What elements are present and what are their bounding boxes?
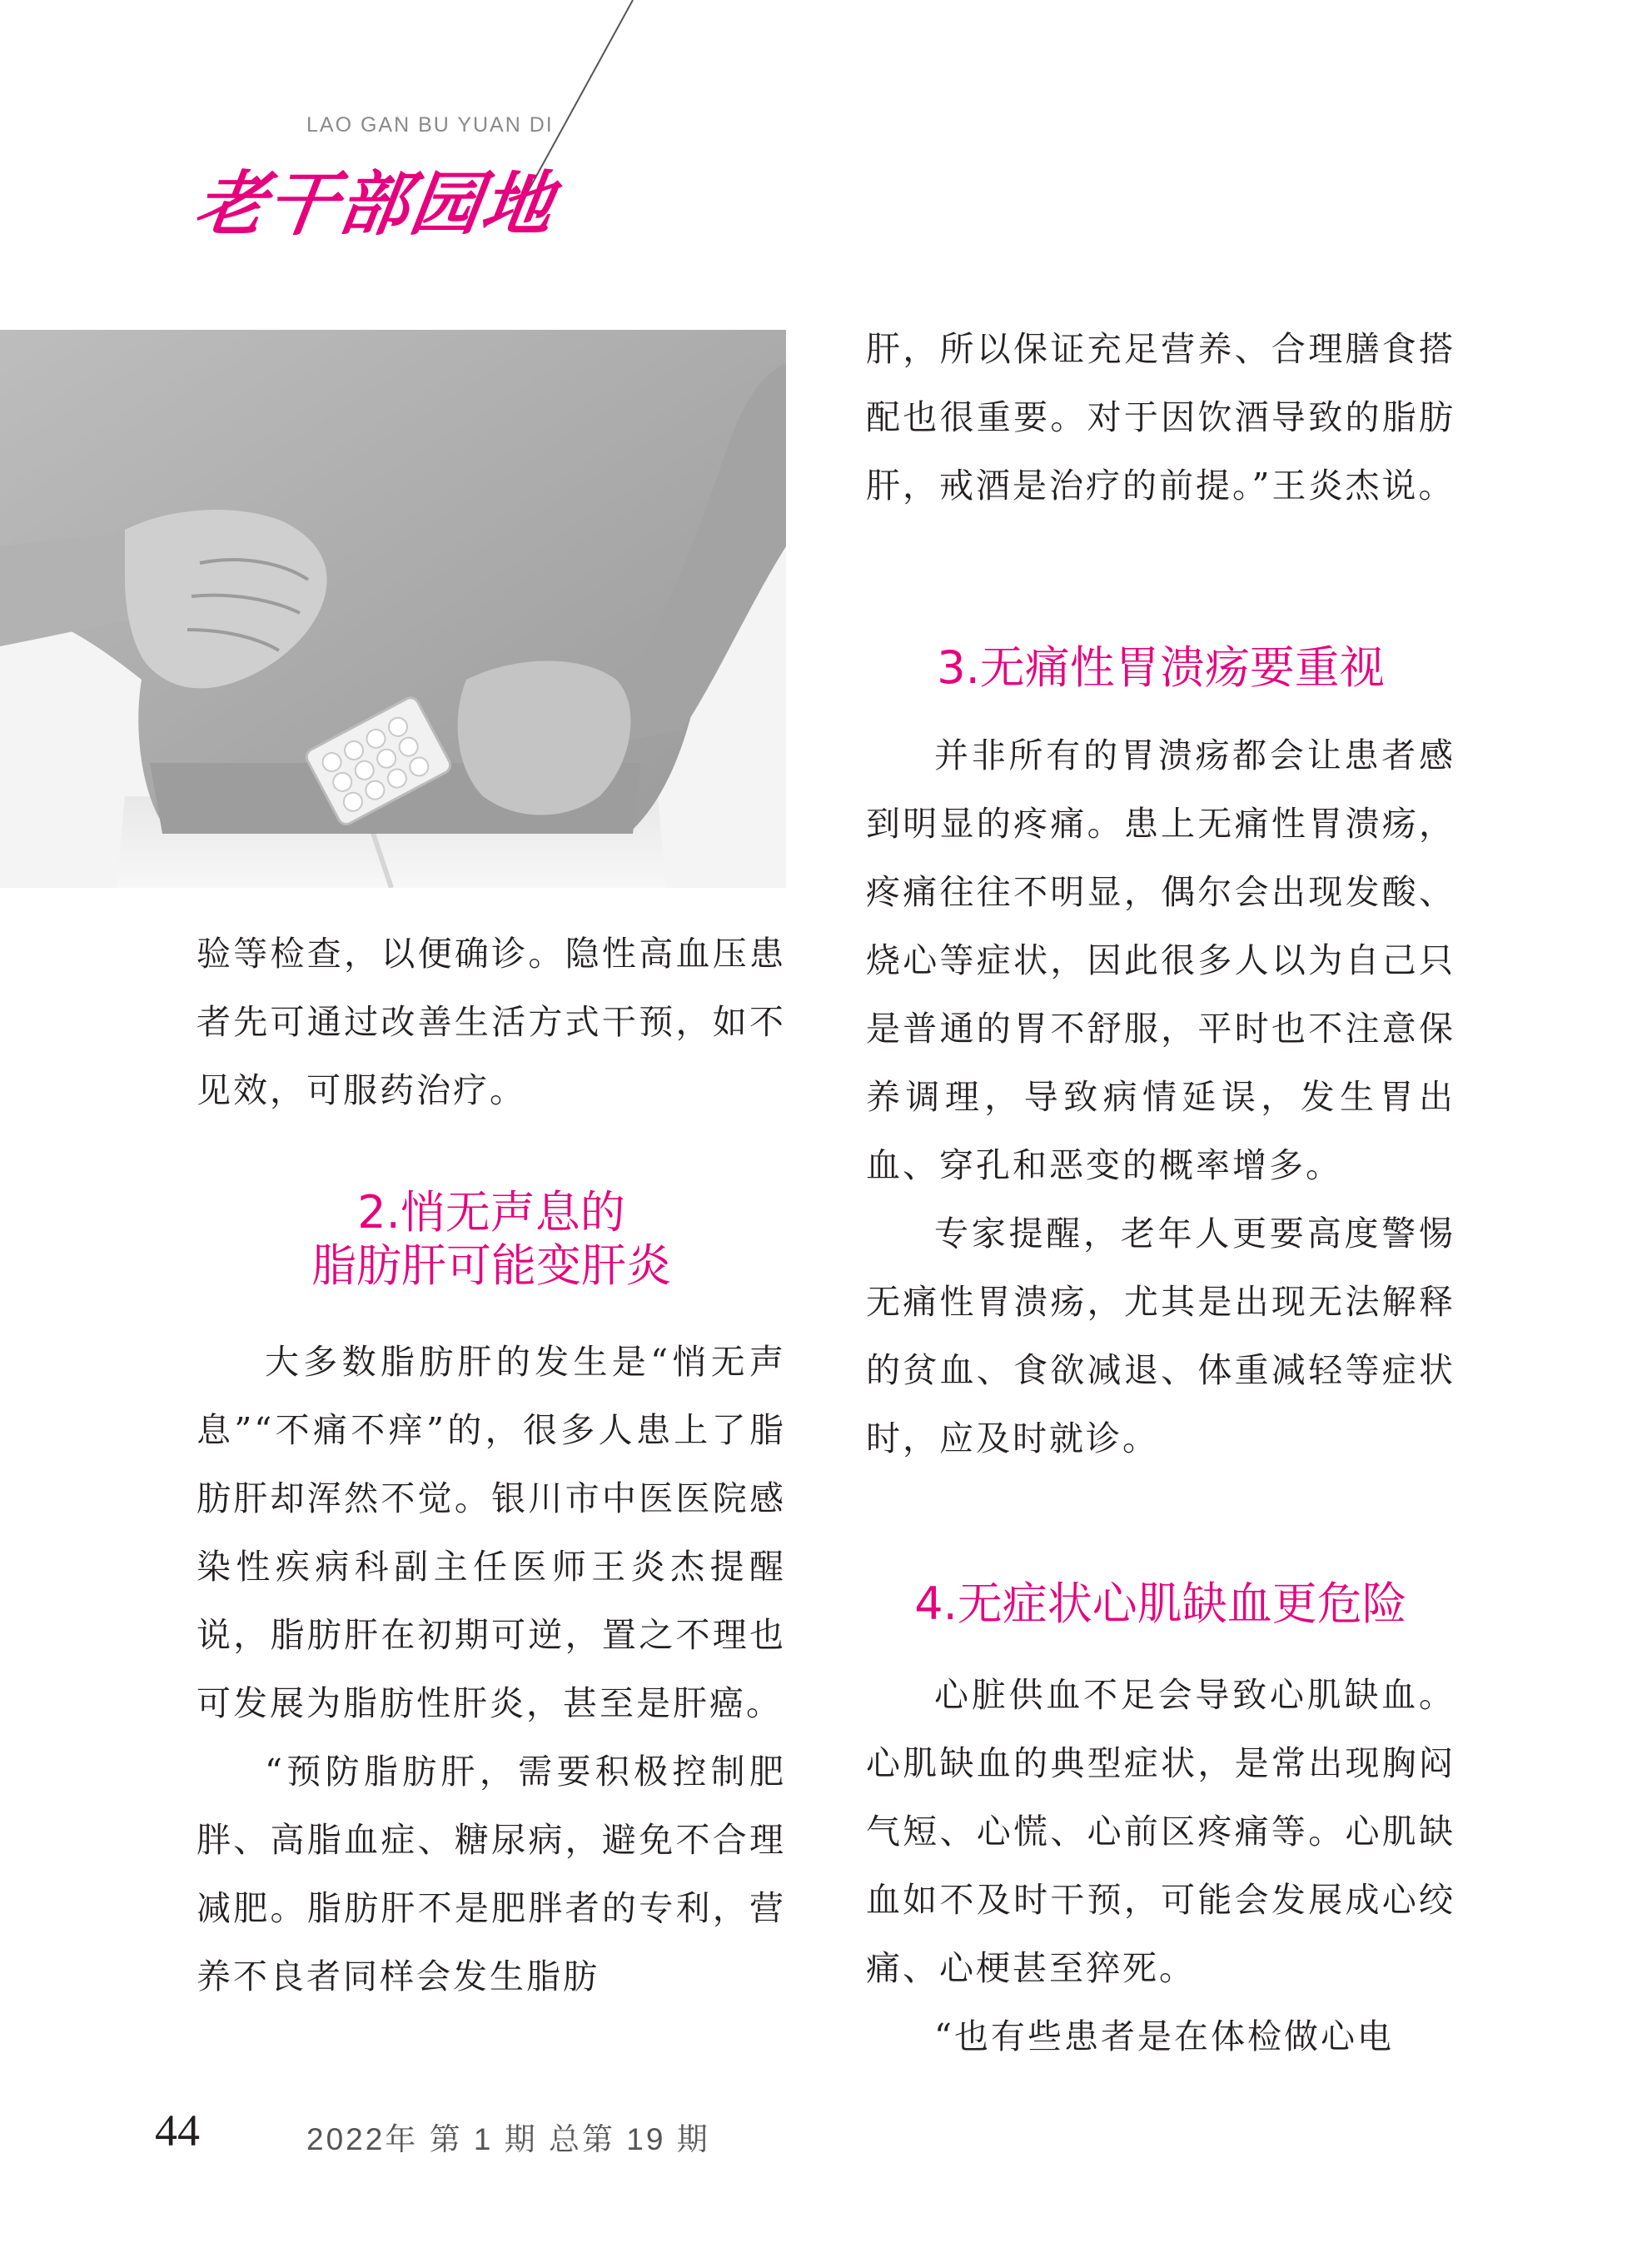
issue-info: 2022年 第 1 期 总第 19 期 <box>306 2122 710 2156</box>
article-photo <box>0 330 786 888</box>
section-heading-2 <box>197 1186 786 1293</box>
right-column-middle <box>866 721 1455 1473</box>
left-paragraph-3: “预防脂肪肝，需要积极控制肥胖、高脂血症、糖尿病，避免不合理减肥。脂肪肝不是肥胖者的专利，营养不良者同样会发生脂肪 <box>197 1752 786 1996</box>
right-paragraph-4: 心脏供血不足会导致心肌缺血。心肌缺血的典型症状，是常出现胸闷气短、心慌、心前区疼痛等。心肌缺血如不及时干预，可能会发展成心绞痛、心梗甚至猝死。 <box>866 1675 1455 1988</box>
section-heading-2-line1: 2.悄无声息的 <box>357 1186 625 1239</box>
magazine-section-latin: LAO GAN BU YUAN DI <box>306 113 554 137</box>
right-paragraph-3: 专家提醒，老年人更要高度警惕无痛性胃溃疡，尤其是出现无法解释的贫血、食欲减退、体重减轻等症状时，应及时就诊。 <box>866 1214 1455 1458</box>
left-paragraph-2: 大多数脂肪肝的发生是“悄无声息”“不痛不痒”的，很多人患上了脂肪肝却浑然不觉。银川市中医医院感染性疾病科副主任医师王炎杰提醒说，脂肪肝在初期可逆，置之不理也可发展为脂肪性肝炎，甚至是肝癌。 <box>197 1342 786 1723</box>
right-column-top <box>866 315 1455 520</box>
right-paragraph-1: 肝，所以保证充足营养、合理膳食搭配也很重要。对于因饮酒导致的脂肪肝，戒酒是治疗的前提。”王炎杰说。 <box>866 329 1455 506</box>
right-column-bottom <box>866 1661 1455 2071</box>
magazine-section-title: 老干部园地 <box>190 162 560 245</box>
section-heading-3: 3.无痛性胃溃疡要重视 <box>937 641 1385 694</box>
right-paragraph-2: 并非所有的胃溃疡都会让患者感到明显的疼痛。患上无痛性胃溃疡，疼痛往往不明显，偶尔会出现发酸、烧心等症状，因此很多人以为自己只是普通的胃不舒服，平时也不注意保养调理，导致病情延误，发生胃出血、穿孔和恶变的概率增多。 <box>866 735 1455 1185</box>
section-heading-2-line2: 脂肪肝可能变肝炎 <box>311 1239 671 1292</box>
left-paragraph-1: 验等检查，以便确诊。隐性高血压患者先可通过改善生活方式干预，如不见效，可服药治疗。 <box>197 934 786 1110</box>
right-paragraph-5: “也有些患者是在体检做心电 <box>934 2016 1394 2056</box>
man-with-stomachache-illustration <box>0 330 786 888</box>
section-heading-4: 4.无症状心肌缺血更危险 <box>914 1578 1407 1630</box>
page-number: 44 <box>155 2106 200 2156</box>
left-column <box>197 920 786 1124</box>
left-column-body <box>197 1328 786 2011</box>
